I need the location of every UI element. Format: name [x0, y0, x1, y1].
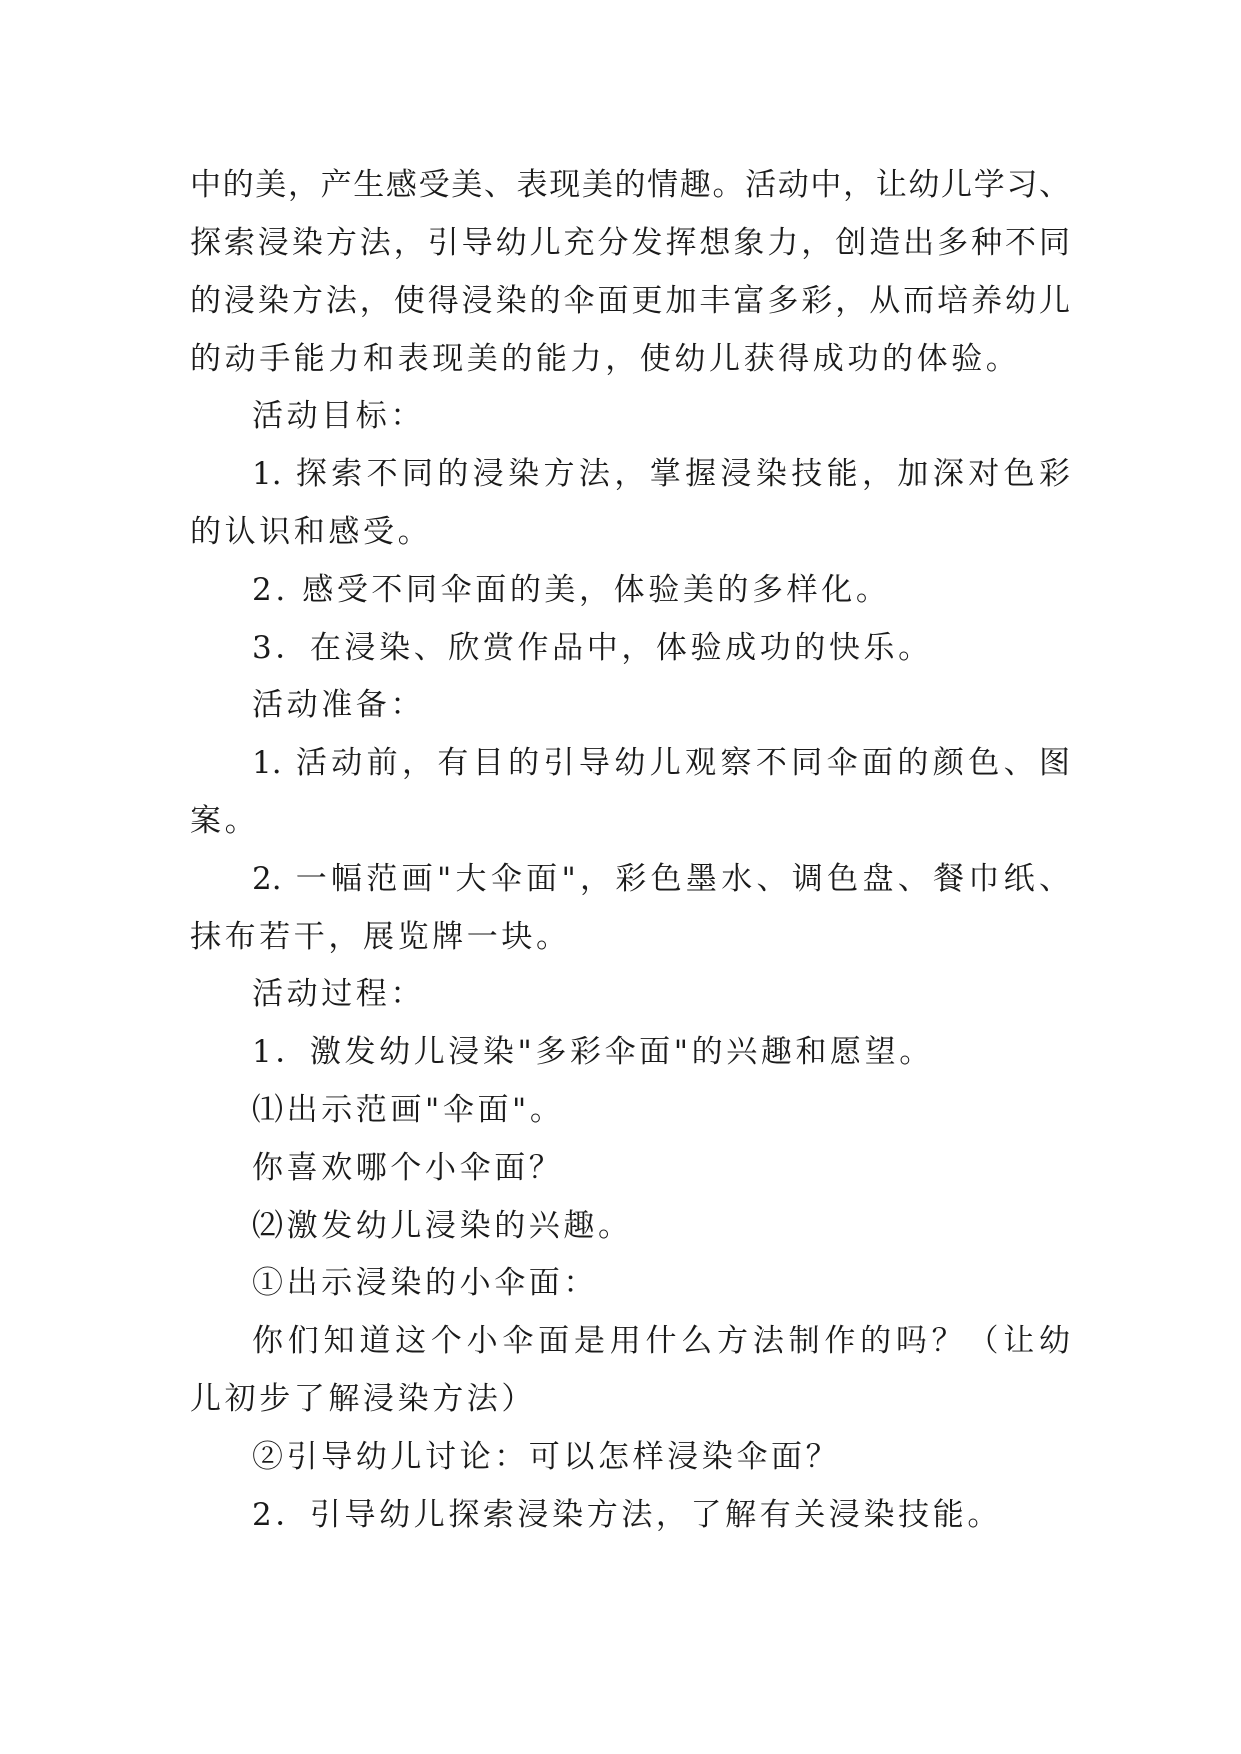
paragraph-line: 儿初步了解浸染方法）	[190, 1381, 536, 1417]
paragraph-line: ⑴出示范画"伞面"。	[252, 1092, 565, 1128]
paragraph-line: 3．在浸染、欣赏作品中，体验成功的快乐。	[252, 630, 933, 666]
paragraph-line: 你喜欢哪个小伞面？	[252, 1150, 564, 1186]
paragraph-line: 的浸染方法，使得浸染的伞面更加丰富多彩，从而培养幼儿	[190, 283, 1070, 319]
paragraph-line: 2. 感受不同伞面的美，体验美的多样化。	[252, 572, 891, 608]
paragraph-line: 2．引导幼儿探索浸染方法，了解有关浸染技能。	[252, 1497, 1002, 1533]
paragraph-line: 1. 探索不同的浸染方法，掌握浸染技能，加深对色彩	[252, 456, 1070, 492]
paragraph-line: 抹布若干，展览牌一块。	[190, 919, 571, 955]
paragraph-line: ②引导幼儿讨论：可以怎样浸染伞面？	[252, 1439, 841, 1475]
paragraph-line: 2. 一幅范画"大伞面"，彩色墨水、调色盘、餐巾纸、	[252, 861, 1070, 897]
paragraph-line: 探索浸染方法，引导幼儿充分发挥想象力，创造出多种不同	[190, 225, 1070, 261]
paragraph-line: 中的美，产生感受美、表现美的情趣。活动中，让幼儿学习、	[190, 167, 1070, 203]
paragraph-line: ⑵激发幼儿浸染的兴趣。	[252, 1208, 633, 1244]
paragraph-line: 1. 活动前，有目的引导幼儿观察不同伞面的颜色、图	[252, 745, 1070, 781]
paragraph-line: 案。	[190, 803, 260, 839]
paragraph-line: ①出示浸染的小伞面：	[252, 1265, 598, 1301]
section-heading: 活动过程：	[252, 976, 425, 1012]
paragraph-line: 你们知道这个小伞面是用什么方法制作的吗？（让幼	[252, 1323, 1070, 1359]
paragraph-line: 的认识和感受。	[190, 514, 433, 550]
paragraph-line: 的动手能力和表现美的能力，使幼儿获得成功的体验。	[190, 341, 1021, 377]
section-heading: 活动目标：	[252, 398, 425, 434]
paragraph-line: 1．激发幼儿浸染"多彩伞面"的兴趣和愿望。	[252, 1034, 934, 1070]
section-heading: 活动准备：	[252, 687, 425, 723]
